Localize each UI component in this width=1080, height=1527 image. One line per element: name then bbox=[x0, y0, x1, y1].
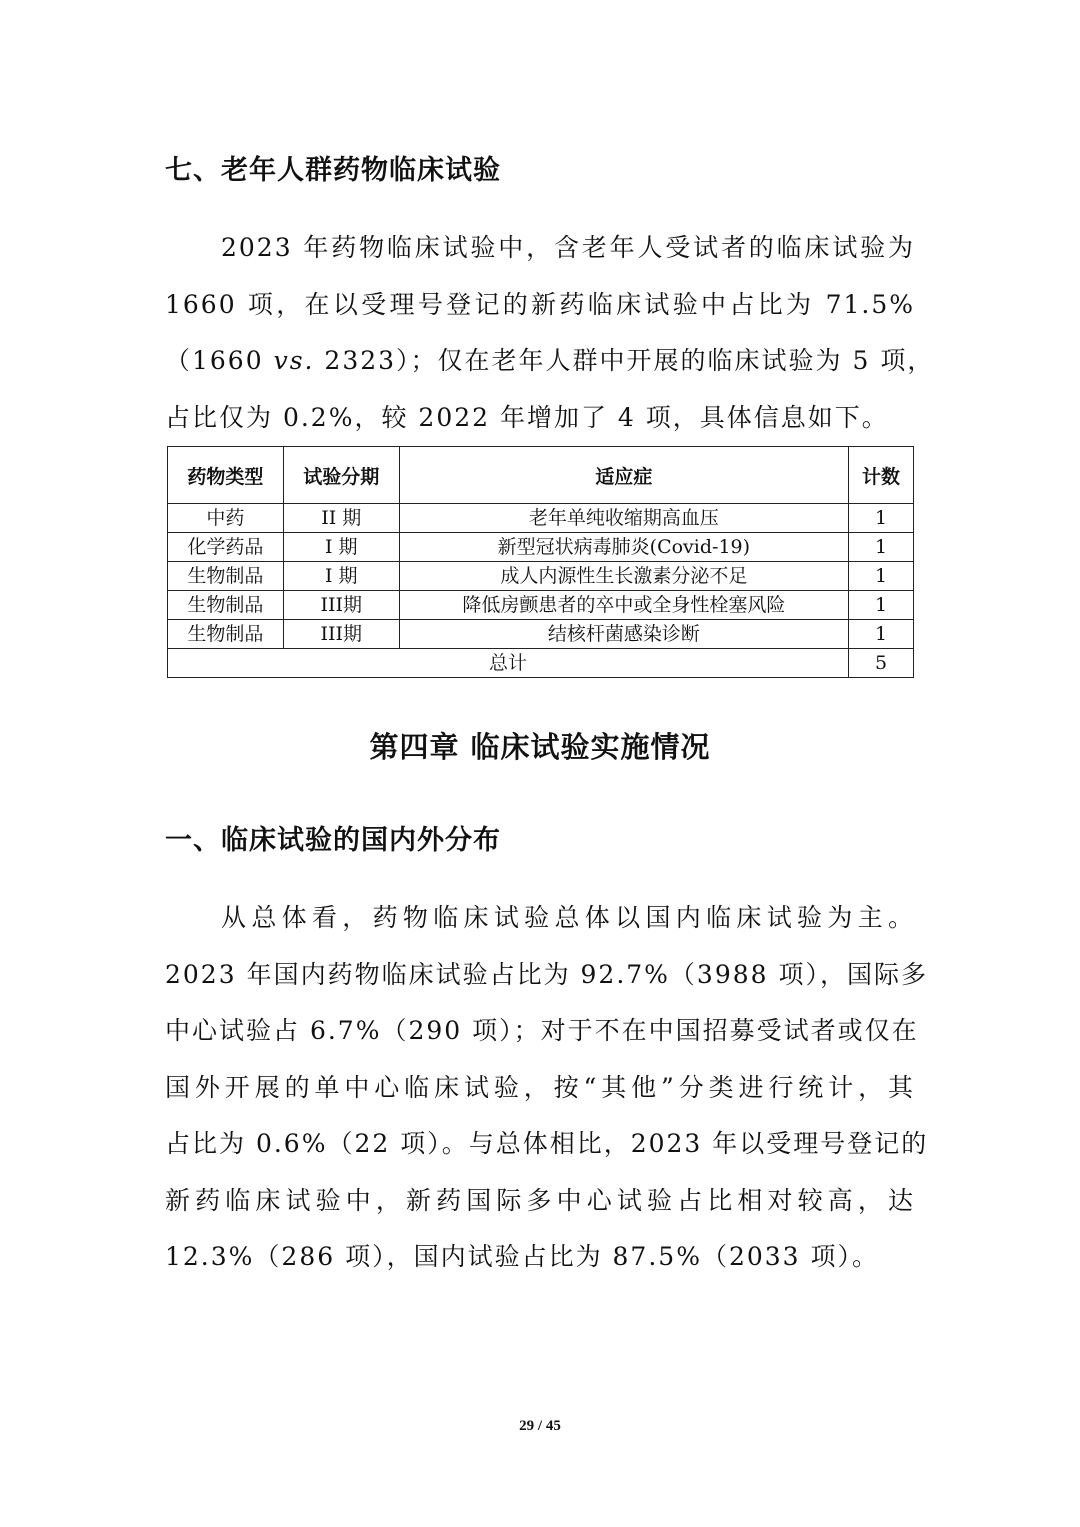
table-header-row bbox=[168, 447, 914, 504]
paragraph-line: 从总体看，药物临床试验总体以国内临床试验为主。 bbox=[221, 903, 915, 932]
table-row bbox=[168, 591, 914, 620]
cell-count: 1 bbox=[849, 504, 914, 533]
paragraph-line: 12.3%（286 项），国内试验占比为 87.5%（2033 项）。 bbox=[165, 1242, 880, 1271]
cell-indication: 成人内源性生长激素分泌不足 bbox=[399, 562, 848, 591]
paragraph-line: 1660 项，在以受理号登记的新药临床试验中占比为 71.5% bbox=[165, 289, 915, 319]
elderly-trials-table bbox=[167, 446, 914, 678]
cell-trial-phase: I 期 bbox=[283, 562, 399, 591]
cell-total-label: 总计 bbox=[168, 649, 849, 678]
text-fragment: （1660 bbox=[165, 346, 274, 375]
paragraph-line bbox=[165, 333, 935, 390]
header-trial-phase: 试验分期 bbox=[283, 447, 399, 504]
table-total-row bbox=[168, 649, 914, 678]
cell-indication: 结核杆菌感染诊断 bbox=[399, 620, 848, 649]
cell-count: 1 bbox=[849, 562, 914, 591]
cell-trial-phase: I 期 bbox=[283, 533, 399, 562]
cell-indication: 新型冠状病毒肺炎(Covid-19) bbox=[399, 533, 848, 562]
paragraph-line: 新药临床试验中，新药国际多中心试验占比相对较高，达 bbox=[165, 1185, 915, 1215]
section-heading-elderly-trials: 七、老年人群药物临床试验 bbox=[165, 155, 501, 186]
header-count: 计数 bbox=[849, 447, 914, 504]
header-drug-type: 药物类型 bbox=[168, 447, 284, 504]
cell-count: 1 bbox=[849, 620, 914, 649]
cell-drug-type: 生物制品 bbox=[168, 562, 284, 591]
cell-count: 1 bbox=[849, 533, 914, 562]
cell-drug-type: 中药 bbox=[168, 504, 284, 533]
cell-drug-type: 生物制品 bbox=[168, 620, 284, 649]
cell-trial-phase: II 期 bbox=[283, 504, 399, 533]
paragraph-line: 占比仅为 0.2%，较 2022 年增加了 4 项，具体信息如下。 bbox=[165, 402, 889, 432]
cell-drug-type: 生物制品 bbox=[168, 591, 284, 620]
section-heading-distribution: 一、临床试验的国内外分布 bbox=[165, 825, 501, 856]
table-row bbox=[168, 533, 914, 562]
chapter-title: 第四章 临床试验实施情况 bbox=[369, 730, 711, 764]
cell-trial-phase: III期 bbox=[283, 620, 399, 649]
paragraph-elderly-trials bbox=[165, 220, 935, 446]
cell-trial-phase: III期 bbox=[283, 591, 399, 620]
cell-indication: 降低房颤患者的卒中或全身性栓塞风险 bbox=[399, 591, 848, 620]
paragraph-line: 中心试验占 6.7%（290 项）；对于不在中国招募受试者或仅在 bbox=[165, 1016, 919, 1045]
paragraph-line: 2023 年国内药物临床试验占比为 92.7%（3988 项），国际多 bbox=[165, 959, 929, 989]
table-row bbox=[168, 562, 914, 591]
paragraph-distribution bbox=[165, 890, 929, 1286]
table-row bbox=[168, 620, 914, 649]
header-indication: 适应症 bbox=[399, 447, 848, 504]
paragraph-line: 国外开展的单中心临床试验，按“其他”分类进行统计，其 bbox=[165, 1072, 915, 1102]
cell-indication: 老年单纯收缩期高血压 bbox=[399, 504, 848, 533]
cell-total-value: 5 bbox=[849, 649, 914, 678]
text-fragment: 2323）；仅在老年人群中开展的临床试验为 5 项， bbox=[314, 346, 935, 375]
cell-drug-type: 化学药品 bbox=[168, 533, 284, 562]
paragraph-line: 2023 年药物临床试验中，含老年人受试者的临床试验为 bbox=[221, 233, 915, 262]
paragraph-line: 占比为 0.6%（22 项）。与总体相比，2023 年以受理号登记的 bbox=[165, 1129, 929, 1158]
cell-count: 1 bbox=[849, 591, 914, 620]
table-row bbox=[168, 504, 914, 533]
italic-vs: vs. bbox=[273, 346, 315, 375]
page-number: 29 / 45 bbox=[519, 1418, 561, 1434]
